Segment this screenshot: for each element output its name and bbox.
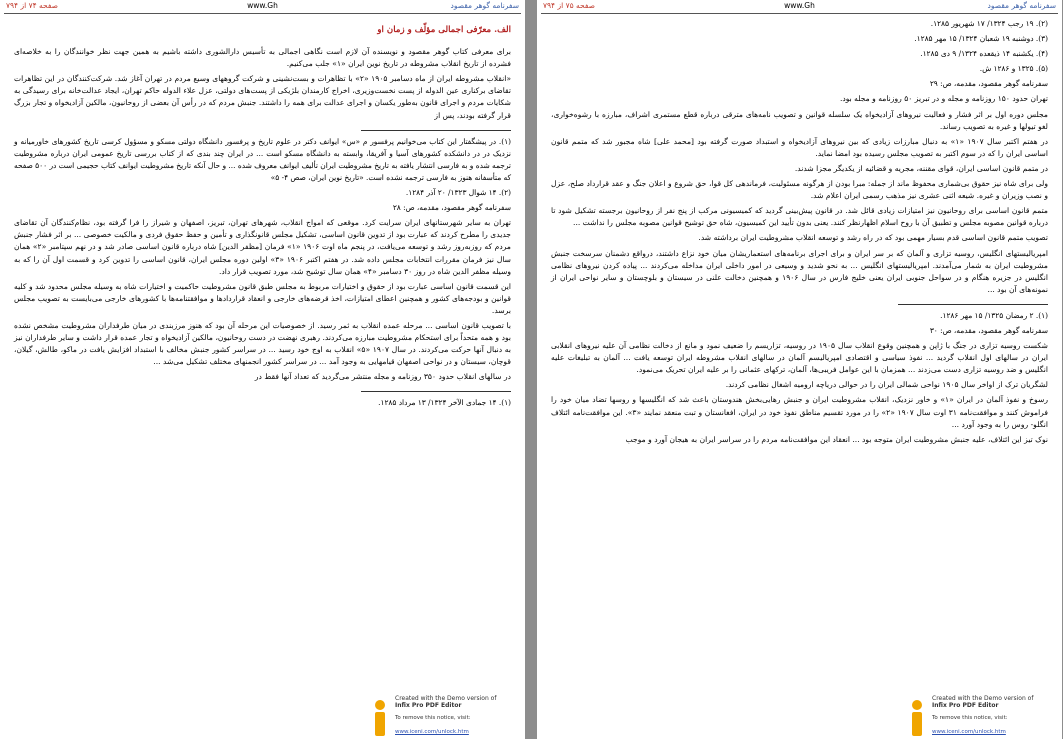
footnote: (۲). ۱۹ رجب ۱۳۲۴/ ۱۷ شهریور ۱۲۸۵. <box>930 19 1048 28</box>
paragraph: تصویب متمم قانون اساسی قدم بسیار مهمی بود که در راه رشد و توسعه انقلاب مشروطیت ایران برداشته شد. <box>698 233 1048 243</box>
right-page <box>537 0 1062 739</box>
page-body <box>551 18 1048 729</box>
footnote: (۵). ۱۳۲۵ و ۱۲۸۶ ش. <box>979 64 1048 74</box>
header-divider <box>541 13 1058 14</box>
demo-watermark <box>367 695 517 739</box>
page-header <box>543 0 1056 13</box>
paragraph: برای معرفی کتاب گوهر مقصود و نویسنده آن لازم است نگاهی اجمالی به تأسیس دارالشوری داشته باشیم به همین جهت نظر خوانندگان را به خلاصه‌ای فشرده از تاریخ انقلاب مشروطه در تاریخ نوین ایران «۱» جلب می‌کنیم. <box>14 47 511 69</box>
page-number-label: صفحه ۷۵ از ۷۹۴ <box>543 1 596 10</box>
watermark-notice: To remove this notice, visit: <box>395 715 471 721</box>
left-page <box>0 0 525 739</box>
section-heading: الف. معرّفی اجمالی مؤلّف و زمان او <box>377 25 511 35</box>
paragraph: لشگریان ترک از اواخر سال ۱۹۰۵ نواحی شمالی ایران را در حوالی دریاچه ارومیه اشغال نظامی کردند. <box>725 380 1048 390</box>
book-title-label: سفرنامه گوهر مقصود <box>450 1 519 10</box>
infix-logo-icon <box>367 699 393 737</box>
page-reference: سفرنامه گوهر مقصود، مقدمه، ص: ۲۹ <box>929 79 1048 89</box>
page-reference: سفرنامه گوهر مقصود، مقدمه، ص: ۲۸ <box>392 203 511 213</box>
footnote-divider <box>361 130 511 131</box>
watermark-notice: To remove this notice, visit: <box>932 715 1008 721</box>
paragraph: این قسمت قانون اساسی عبارت بود از حقوق و اختیارات مربوط به مجلس طبق قانون مشروطیت حاکمیت و اختیارات شاه به وسیله مجلس محدود شد و کلیه قوانین و بودجه‌های کشور و همچنین اعطای امتیازات، اخذ قرضه‌های خارجی و انعقاد قراردادها و موافقتنامه‌ها با کشورهای خارجی می‌بایست به تصویب مجلس برسد. <box>14 281 511 315</box>
footnote-divider <box>361 391 511 392</box>
page-number-label: صفحه ۷۴ از ۷۹۴ <box>6 1 59 10</box>
footnote: (۱). ۲ رمضان ۱۳۲۵/ ۱۵ مهر ۱۲۸۶. <box>940 310 1048 320</box>
paragraph: «انقلاب مشروطه ایران از ماه دسامبر ۱۹۰۵ «۲» با تظاهرات و بست‌نشینی و شرکت گروههای وسیع مردم در تهران آغاز شد. شرکت‌کنندگان در این تظاهرات تقاضای برکناری عین الدوله از پست نخست‌وزیری، اخراج کارمندان بلژیکی از پست‌های دولتی، عزل علاء الدوله حاکم تهران، ایجاد عدالت‌خانه برای رسیدگی به شکایات مردم و اجرای قانون به‌طور یکسان و اجرای عدالت برای همه را داشتند. جنبش مردم که در رأس آن بعضی از روحانیون، مالکین آزادیخواه و تجار بزرگ قرار گرفته بودند، پس از <box>14 74 511 120</box>
site-label[interactable]: www.Gh <box>784 1 815 10</box>
header-divider <box>4 13 521 14</box>
paragraph: در متمم قانون اساسی ایران، قوای مقننه، مجریه و قضائیه از یکدیگر مجزا شدند. <box>794 163 1048 173</box>
footnote: (۱). ۱۴ جمادی الآخر ۱۳۲۴/ ۱۳ مرداد ۱۲۸۵. <box>378 398 511 408</box>
watermark-text: Created with the Demo version of Infix Pro PDF Editor <box>395 695 497 709</box>
watermark-text: Created with the Demo version of Infix Pro PDF Editor <box>932 695 1034 709</box>
paragraph: ولی برای شاه نیز حقوق بی‌شماری محفوظ ماند از جمله: مبرا بودن از هرگونه مسئولیت، فرماندهی کل قوا، حق شروع و اعلان جنگ و عقد قرارداد صلح، عزل و نصب وزیران و غیره. شیعه اثنی عشری نیز مذهب رسمی ایران اعلام شد. <box>551 179 1048 201</box>
paragraph: با تصویب قانون اساسی ... مرحله عمده انقلاب به ثمر رسید. از خصوصیات این مرحله آن بود که هنوز مرزبندی در میان طرفداران مشروطیت مشخص نشده بود و همه متحداً برای استحکام مشروطیت مبارزه می‌کردند. رهبری نهضت در دست روحانیون، مالکین آزادیخواه و تجار عمده قرار داشت و سایر طرفداران نیز به دنبال آنها حرکت می‌کردند. در سال ۱۹۰۷ «۵» انقلاب به اوج خود رسید ... در سراسر کشور جنبش مخالف با استبداد افزایش یافت در ماکو، طالش، گیلان، قوچان، سیستان و در نواحی اصفهان قیامهایی به وجود آمد ... در سراسر کشور انجمنهای مختلف تشکیل می‌شد ... <box>14 320 511 367</box>
paragraph: در هفتم اکتبر سال ۱۹۰۷ «۱» به دنبال مبارزات زیادی که بین نیروهای آزادیخواه و استبداد صورت گرفته بود [محمد علی] شاه مجبور شد که متمم قانون اساسی ایران را که در سوم اکتبر به تصویب مجلس رسیده بود امضا نماید. <box>551 136 1049 158</box>
paragraph: مجلس دوره اول بر اثر فشار و فعالیت نیروهای آزادیخواه یک سلسله قوانین و تصویب نامه‌های مترقی درباره قطع مستمری اشراف، مبارزه با رشوه‌خواری، لغو تیولها و غیره به تصویب رساند. <box>551 109 1048 131</box>
paragraph: متمم قانون اساسی برای روحانیون نیز امتیازات زیادی قائل شد. در قانون پیش‌بینی گردید که کمیسیونی مرکب از پنج نفر از روحانیون برجسته تشکیل شود تا درباره قوانین مصوبه مجلس و تطبیق آن با روح اسلام اظهارنظر کنند. یعنی بدون تأیید این کمیسیون، شاه حق توشیح قوانین مصوبه مجلس را نداشت ... <box>551 206 1048 228</box>
watermark-link[interactable]: www.iceni.com/unlock.htm <box>395 729 469 735</box>
book-title-label: سفرنامه گوهر مقصود <box>987 1 1056 10</box>
footnote: (۳). دوشنبه ۱۹ شعبان ۱۳۲۴/ ۱۵ مهر ۱۲۸۵. <box>914 34 1048 44</box>
site-label[interactable]: www.Gh <box>247 1 278 10</box>
paragraph: شکست روسیه تزاری در جنگ با ژاپن و همچنین وقوع انقلاب سال ۱۹۰۵ در روسیه، تزاریسم را ضعیف نمود و مانع از دخالت نظامی آن علیه نیروهای انقلابی ایران در سالهای اول انقلاب گردید ... نفوذ سیاسی و اقتصادی امپریالیسم آلمان در سالهای انقلاب مشروطه ایران توسعه یافت ... آلمان به تبلیغات علیه انگلیس و ضد روسیه تزاری دست می‌زدند ... همزمان با این عوامل فریبی‌ها، آلمان، ترکهای عثمانی را بر علیه ایران تحریک می‌نمود. <box>551 341 1048 375</box>
footnote: (۱). در پیشگفتار این کتاب می‌خوانیم پرفسور م «س» ایوانف دکتر در علوم تاریخ و پرفسور دانشگاه دولتی مسکو و مسؤول کرسی تاریخ کشورهای خاورمیانه و نزدیک در در دانشکده کشورهای آسیا و آفریقا، وابسته به دانشگاه مسکو است ... در ایران چند بندی که از کتاب بررسی تاریخ عمومی ایران درباره مشروطیت ترجمه شده و به فارسی انتشار یافته به تاریخ مشروطیت ایران تألیف ایوانف معروف شده ... و حال آنکه تاریخ مشروطیت ایوانف کتاب حجیمی است در ۵۰۰ صفحه که متأسفانه هنوز به فارسی ترجمه نشده است. «تاریخ نوین ایران، صص ۴- ۵» <box>14 136 511 182</box>
footnote: (۴). یکشنبه ۱۴ ذیقعده ۱۳۲۴/ ۹ دی ۱۲۸۵. <box>920 49 1048 59</box>
demo-watermark <box>904 695 1054 739</box>
page-reference: سفرنامه گوهر مقصود، مقدمه، ص: ۳۰ <box>929 325 1048 335</box>
page-header <box>6 0 519 13</box>
paragraph: رسوخ و نفوذ آلمان در ایران «۱» و خاور نزدیک، انقلاب مشروطیت ایران و جنبش رهایی‌بخش هندوستان باعث شد که انگلیسها و روسها تضاد میان خود را فراموش کنند و موافقت‌نامه ۳۱ اوت سال ۱۹۰۷ «۲» را در مورد تقسیم مناطق نفوذ خود در ایران، افغانستان و تبت منعقد نمایند «۳». این موافقت‌نامه ائتلاف انگلو- روس را به وجود آورد ... <box>551 395 1048 429</box>
paragraph: نوک تیز این ائتلاف، علیه جنبش مشروطیت ایران متوجه بود ... انعقاد این موافقت‌نامه مردم را در سراسر ایران به هیجان آورد و موجب <box>625 434 1048 444</box>
paragraph: امپریالیستهای انگلیس، روسیه تزاری و آلمان که بر سر ایران و برای اجرای برنامه‌های استعماریشان میان خود نزاع داشتند، درواقع دشمنان سرسخت جنبش مشروطیت ایران به شمار می‌آمدند. امپریالیستهای انگلیس ... به نحو شدید و وسیعی در امور داخلی ایران مداخله می‌کردند ... پیاده کردن نیروهای نظامی انگلیس در جزیره هنگام و در سواحل جنوبی ایران یعنی خلیج فارس در سال ۱۹۰۶ و همچنین دخالت علنی در سیستان و بلوچستان و سایر نواحی ایران از نمونه‌های آن بود ... <box>551 248 1048 294</box>
paragraph: تهران به سایر شهرستانهای ایران سرایت کرد. موقعی که امواج انقلاب، شهرهای تهران، تبریز، اصفهان و شیراز را فرا گرفته بود، نظام‌کنندگان آن تقاضای جدیدی را مطرح کردند که عبارت بود از تدوین قانون اساسی، تشکیل مجلس قانونگذاری و تأمین و حفظ حقوق فردی و مالکیت خصوصی ... بر اثر فشار جنبش مردم که روزبه‌روز رشد و توسعه می‌یافت، در پنجم ماه اوت ۱۹۰۶ «۱» فرمان [مظفر الدین] شاه درباره قانون اساسی صادر شد و در نهم سپتامبر «۲» همان سال نیز فرمان مقررات انتخابات مجلس داده شد. در هفتم اکتبر ۱۹۰۶ «۳» اولین دوره مجلس ایران، قانون اساسی را تدوین کرد و قسمت اول آن را که به وسیله مظفر الدین شاه در روز ۳۰ دسامبر «۴» همان سال توشیح شد، مورد تصویب قرار داد. <box>14 218 512 276</box>
page-body <box>14 18 511 729</box>
infix-logo-icon <box>904 699 930 737</box>
paragraph: تهران حدود ۱۵۰ روزنامه و مجله و در تبریز ۵۰ روزنامه و مجله بود. <box>839 94 1048 104</box>
paragraph: در سالهای انقلاب حدود ۳۵۰ روزنامه و مجله منتشر می‌گردید که تعداد آنها فقط در <box>254 372 511 382</box>
watermark-link[interactable]: www.iceni.com/unlock.htm <box>932 729 1006 735</box>
footnote-divider <box>898 304 1048 305</box>
footnote: (۲). ۱۴ شوال ۱۳۲۳/ ۲۰ آذر ۱۲۸۴. <box>405 188 511 198</box>
